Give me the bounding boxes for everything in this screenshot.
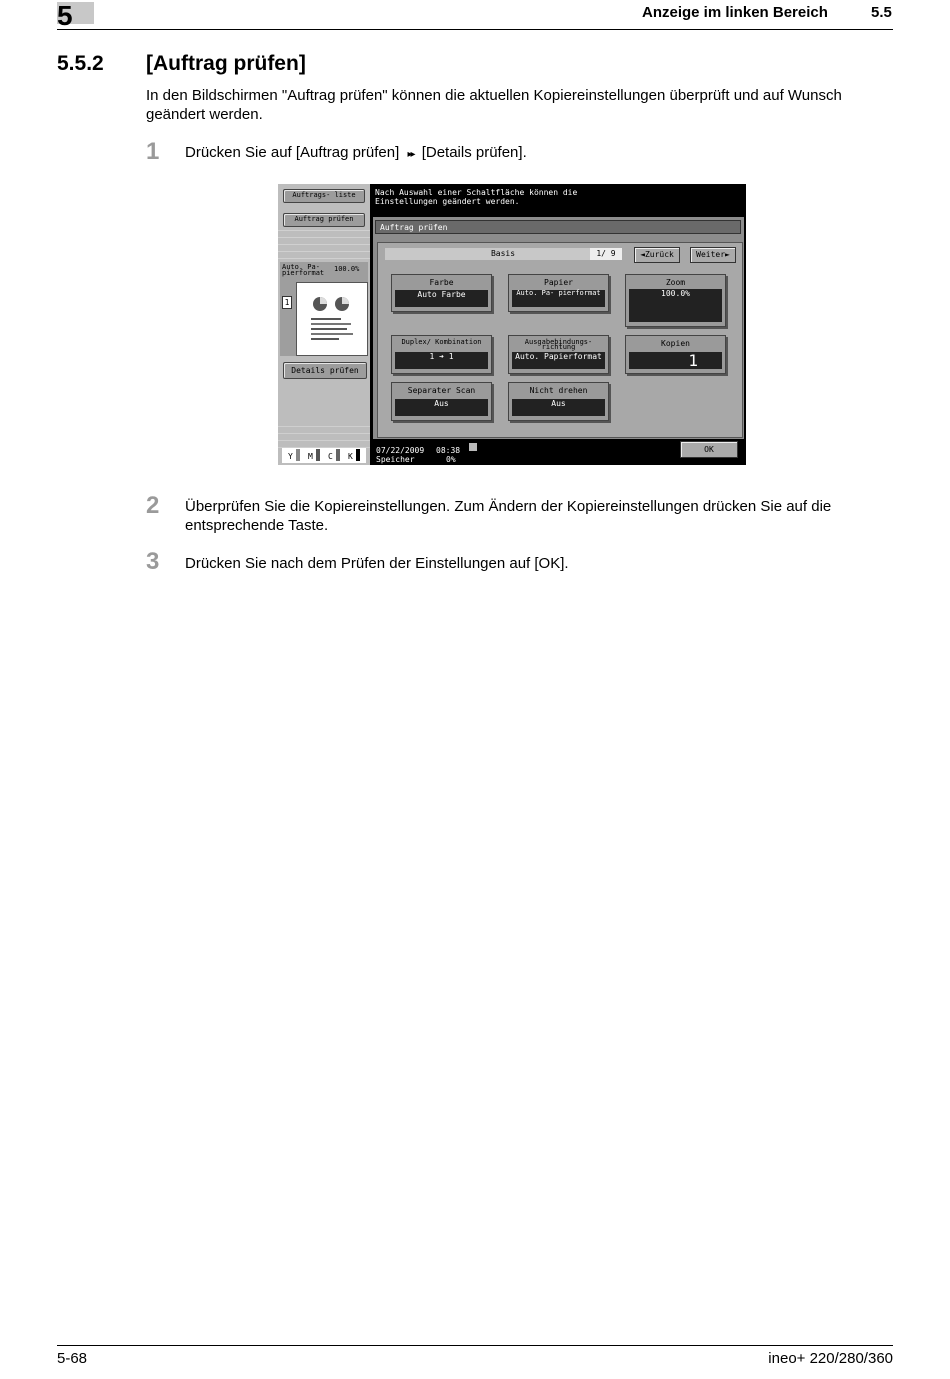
- step-3-number: 3: [146, 548, 160, 575]
- zoom-value: 100.0%: [629, 289, 722, 322]
- product-name: ineo+ 220/280/360: [768, 1350, 893, 1367]
- separater-scan-label: Separater Scan: [407, 386, 476, 395]
- toner-indicator: [282, 448, 366, 463]
- farbe-tile[interactable]: [391, 274, 492, 312]
- thumbnail-graphic: [297, 283, 367, 355]
- step-1-text-b: [Details prüfen].: [421, 144, 527, 161]
- step-2-number: 2: [146, 492, 160, 519]
- basis-tab: Basis: [385, 248, 621, 260]
- page-indicator: 1/ 9: [590, 248, 622, 260]
- paper-info: Auto. Pa- pierformat: [282, 263, 325, 277]
- control-panel-screenshot: [278, 184, 746, 465]
- memory-label: Speicher: [376, 455, 415, 464]
- ok-button[interactable]: OK: [680, 441, 738, 458]
- header-divider: [57, 29, 893, 30]
- ausgabe-value: Auto. Papierformat: [512, 352, 605, 369]
- zoom-info: 100.0%: [334, 265, 360, 273]
- ausgabe-label: Ausgabebindungs- richtung: [524, 338, 593, 351]
- double-arrow-icon: ▸▸: [407, 149, 414, 160]
- toner-c-bar: [336, 449, 340, 461]
- nicht-drehen-label: Nicht drehen: [529, 386, 588, 395]
- toner-k-label: K: [348, 452, 353, 461]
- left-panel-lines: [278, 224, 370, 260]
- auftragsliste-button[interactable]: Auftrags- liste: [283, 189, 365, 203]
- chapter-number: 5: [57, 0, 73, 31]
- memory-value: 0%: [446, 455, 456, 464]
- section-title: [Auftrag prüfen]: [146, 52, 306, 75]
- nicht-drehen-tile[interactable]: [508, 382, 609, 421]
- weiter-button[interactable]: Weiter►: [690, 247, 736, 263]
- duplex-tile[interactable]: [391, 335, 492, 374]
- toner-y-bar: [296, 449, 300, 461]
- toner-m-label: M: [308, 452, 313, 461]
- page-marker: 1: [282, 296, 292, 309]
- left-panel-lines-lower: [278, 420, 370, 448]
- zoom-tile[interactable]: [625, 274, 726, 327]
- toner-y-label: Y: [288, 452, 293, 461]
- toner-k-bar: [356, 449, 360, 461]
- intro-paragraph: In den Bildschirmen "Auftrag prüfen" können die aktuellen Kopiereinstellungen überprüft und auf Wunsch geändert werden.: [146, 87, 842, 123]
- page-thumbnail: [296, 282, 368, 356]
- papier-value: Auto. Pa- pierformat: [512, 290, 605, 307]
- separater-scan-value: Aus: [395, 399, 488, 416]
- papier-tile[interactable]: [508, 274, 609, 312]
- kopien-value: 1: [629, 352, 722, 369]
- step-1-text: [185, 143, 875, 164]
- status-time: 08:38: [436, 446, 461, 455]
- kopien-tile[interactable]: [625, 335, 726, 374]
- toner-m-bar: [316, 449, 320, 461]
- zurueck-button[interactable]: ◄Zurück: [634, 247, 680, 263]
- ausgabe-tile[interactable]: [508, 335, 609, 374]
- section-number: 5.5.2: [57, 52, 104, 75]
- toner-c-label: C: [328, 452, 333, 461]
- farbe-value: Auto Farbe: [395, 290, 488, 307]
- screen-title: Auftrag prüfen: [375, 220, 741, 234]
- nicht-drehen-value: Aus: [512, 399, 605, 416]
- duplex-label: Duplex/ Kombination: [401, 338, 482, 346]
- separater-scan-tile[interactable]: [391, 382, 492, 421]
- running-header-section: 5.5: [871, 4, 892, 21]
- farbe-label: Farbe: [429, 278, 454, 287]
- running-header-title: Anzeige im linken Bereich: [642, 4, 828, 21]
- instruction-message: Nach Auswahl einer Schaltfläche können die Einstellungen geändert werden.: [375, 188, 578, 206]
- page-number: 5-68: [57, 1350, 88, 1367]
- step-2-text: Überprüfen Sie die Kopiereinstellungen. Zum Ändern der Kopiereinstellungen drücken Sie auf die entsprechende Taste.: [185, 498, 832, 534]
- kopien-label: Kopien: [661, 339, 690, 348]
- duplex-value: 1 ➔ 1: [395, 352, 488, 369]
- step-3-text: Drücken Sie nach dem Prüfen der Einstellungen auf [OK].: [185, 555, 569, 572]
- zoom-label: Zoom: [665, 278, 686, 287]
- auftrag-pruefen-button[interactable]: Auftrag prüfen: [283, 213, 365, 227]
- footer-divider: [57, 1345, 893, 1346]
- step-1-number: 1: [146, 138, 160, 165]
- details-pruefen-button[interactable]: Details prüfen: [283, 362, 367, 379]
- step-1-text-a: Drücken Sie auf [Auftrag prüfen]: [185, 144, 400, 161]
- network-icon: [469, 443, 477, 451]
- papier-label: Papier: [544, 278, 573, 287]
- status-date: 07/22/2009: [376, 446, 425, 455]
